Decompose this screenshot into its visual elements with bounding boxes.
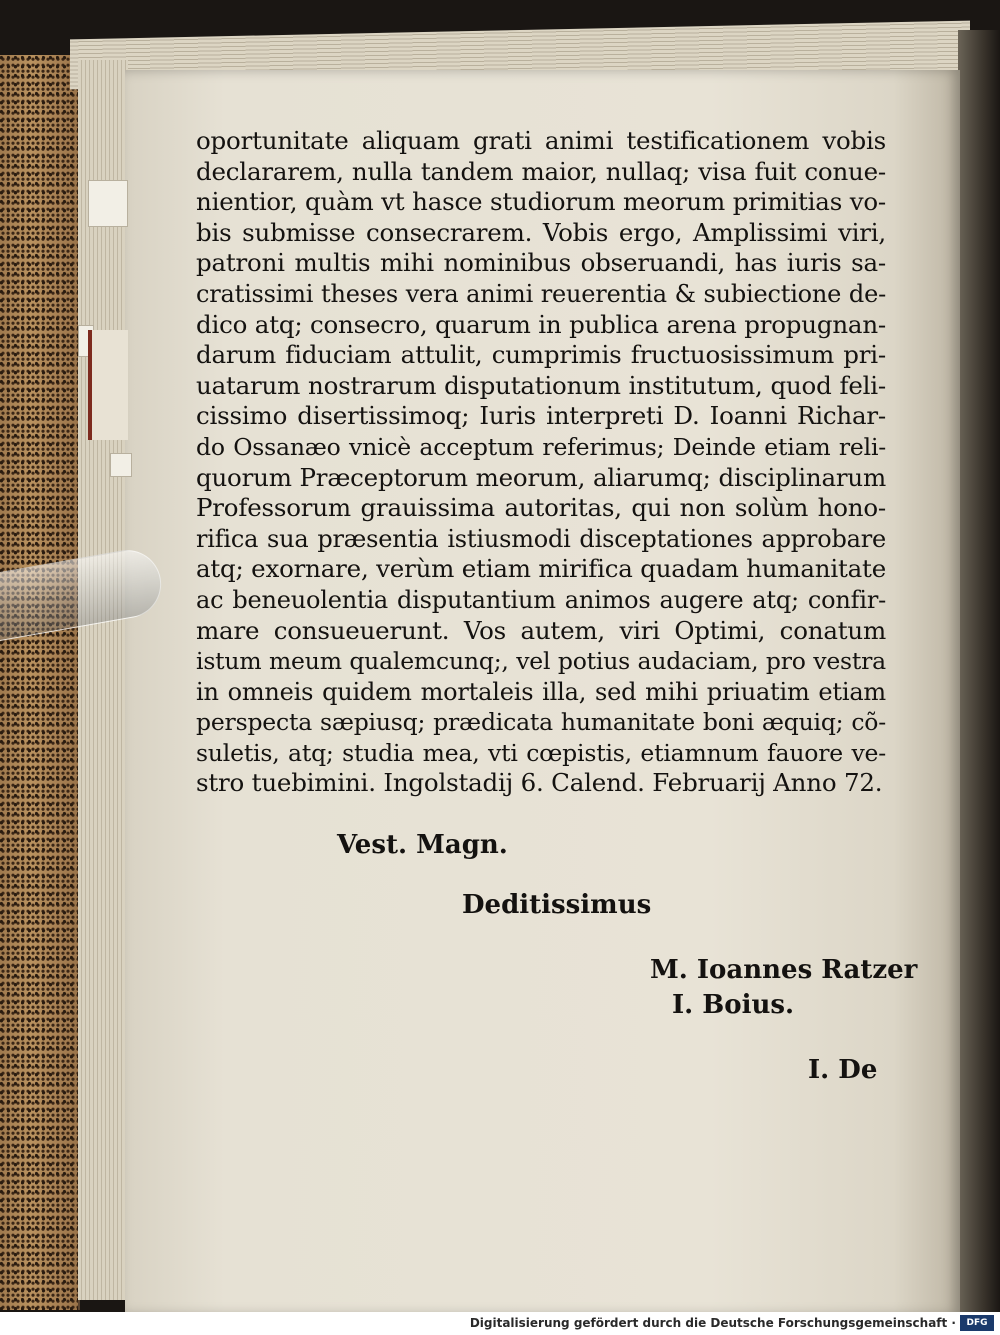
text-line: istum meum qualemcunq;, vel potius audaciam, pro vestra (196, 647, 886, 676)
text-line: declararem, nulla tandem maior, nullaq; visa fuit conue- (196, 156, 886, 186)
text-line: ac beneuolentia disputantium animos augere atq; confir- (196, 585, 886, 614)
text-line: darum fiduciam attulit, cumprimis fructuosissimum pri- (196, 340, 886, 370)
text-line: cissimo disertissimoq; Iuris interpreti D. Ioanni Richar- (196, 401, 886, 431)
closing: Deditissimus (462, 890, 652, 920)
red-bookmark-tab (88, 330, 128, 440)
text-line: quorum Præceptorum meorum, aliarumq; disciplinarum (196, 462, 886, 492)
dfg-logo: DFG (960, 1315, 994, 1331)
text-line: do Ossanæo vnicè acceptum referimus; Deinde etiam reli- (196, 432, 886, 461)
right-page-stack (958, 30, 1000, 1320)
text-line: nientior, quàm vt hasce studiorum meorum primitias vo- (196, 187, 886, 217)
paper-tab-1 (88, 180, 128, 227)
text-line: dico atq; consecro, quarum in publica arena propugnan- (196, 309, 886, 339)
paper-tab-3 (110, 453, 132, 477)
footer-bar (0, 1312, 1000, 1335)
text-line: atq; exornare, verùm etiam mirifica quadam humanitate (196, 554, 887, 584)
text-line: suletis, atq; studia mea, vti cœpistis, etiamnum fauore ve- (196, 738, 886, 767)
author-name: M. Ioannes Ratzer (650, 955, 918, 985)
body-text (196, 126, 886, 799)
text-line: Professorum grauissima autoritas, qui non solùm hono- (196, 493, 886, 523)
salutation: Vest. Magn. (337, 830, 508, 860)
text-line: stro tuebimini. Ingolstadij 6. Calend. Februarij Anno 72. (196, 768, 883, 798)
text-line: rifica sua præsentia istiusmodi disceptationes approbare (196, 524, 886, 553)
text-line: mare consueuerunt. Vos autem, viri Optimi, conatum (196, 615, 886, 645)
text-line: oportunitate aliquam grati animi testificationem vobis (196, 126, 886, 155)
footer-credit: Digitalisierung gefördert durch die Deutsche Forschungsgemeinschaft · (469, 1316, 956, 1330)
text-line: cratissimi theses vera animi reuerentia & subiectione de- (196, 279, 886, 308)
text-line: uatarum nostrarum disputationum institutum, quod feli- (196, 370, 886, 400)
marbled-endpaper (0, 55, 80, 1310)
text-line: bis submisse consecrarem. Vobis ergo, Amplissimi viri, (196, 217, 886, 247)
catchword: I. De (808, 1055, 878, 1085)
text-line: patroni multis mihi nominibus obseruandi, has iuris sa- (196, 248, 886, 278)
left-page-edges (78, 60, 128, 1300)
text-line: perspecta sæpiusq; prædicata humanitate boni æquiq; cõ- (196, 708, 886, 737)
text-line: in omneis quidem mortaleis illa, sed mihi priuatim etiam (196, 677, 886, 706)
author-origin: I. Boius. (672, 990, 795, 1020)
